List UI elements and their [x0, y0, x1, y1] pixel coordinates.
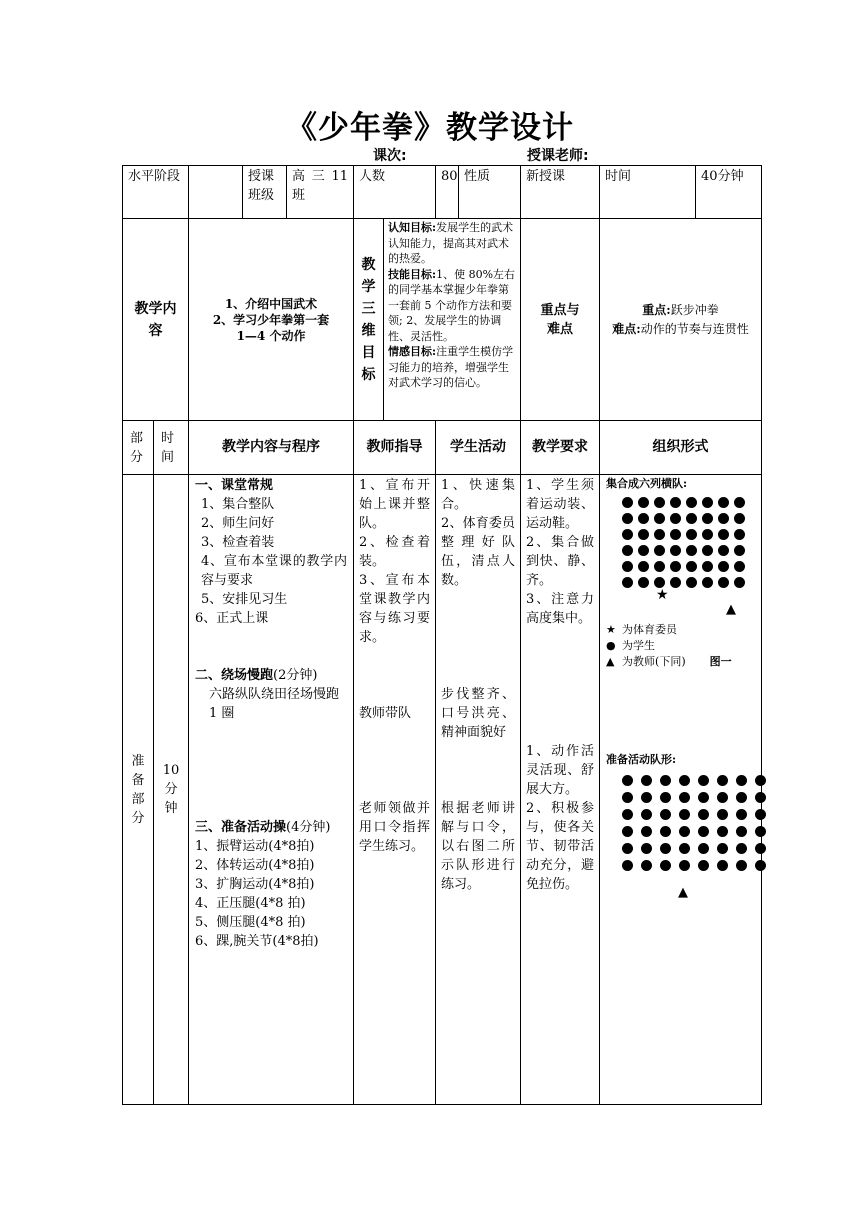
student-dot	[734, 561, 745, 572]
dot-icon: ●	[606, 639, 616, 652]
student-dot	[718, 545, 729, 556]
student-dot	[717, 843, 728, 854]
goal-label: 技能目标:	[388, 267, 437, 281]
goal-text: 注重学生模仿学习能力的培养，增强学生对武术学习的信心。	[388, 345, 514, 389]
student-dot	[679, 775, 690, 786]
student-dot	[717, 860, 728, 871]
section-3-title-line	[195, 818, 347, 837]
legend-text: 为学生	[622, 639, 656, 652]
class-label: 授课班级	[243, 166, 287, 219]
student-dot	[698, 826, 709, 837]
student-exercise: 根据老师讲解与口令，以右图二所示队形进行练习。	[441, 801, 516, 892]
student-dot	[702, 561, 713, 572]
content-line: 2、学习少年拳第一套	[212, 312, 330, 327]
student-dot	[622, 860, 633, 871]
routine-item: 1、集合整队	[201, 497, 275, 512]
student-dot	[755, 792, 766, 803]
student-dot	[717, 775, 728, 786]
student-dot	[622, 826, 633, 837]
student-dot	[641, 860, 652, 871]
student-dot	[660, 792, 671, 803]
student-dot	[717, 809, 728, 820]
student-dot	[698, 860, 709, 871]
student-dot	[702, 529, 713, 540]
routine-item: 6、正式上课	[195, 611, 269, 626]
student-dot	[622, 809, 633, 820]
legend-item	[606, 654, 755, 670]
exercise-item: 4、正压腿(4*8 拍)	[195, 896, 306, 911]
student-dot	[670, 529, 681, 540]
goal-affective	[388, 344, 516, 391]
student-dot	[660, 843, 671, 854]
column-header-row	[123, 421, 762, 475]
goal-text: 发展学生的武术认知能力，提高其对武术的热爱。	[388, 221, 514, 265]
student-dot	[638, 577, 649, 588]
student-dot	[670, 545, 681, 556]
student-dot	[622, 792, 633, 803]
student-dot	[638, 529, 649, 540]
exercise-item: 5、侧压腿(4*8 拍)	[195, 915, 306, 930]
student-dot	[718, 497, 729, 508]
header-requirement: 教学要求	[521, 421, 600, 475]
key-point-label: 重点:	[642, 302, 671, 317]
lesson-number-label: 课次:	[373, 148, 407, 164]
student-dot	[622, 529, 633, 540]
student-dot	[734, 497, 745, 508]
formation-2-markers	[606, 871, 755, 901]
legend-item	[606, 622, 755, 638]
exercise-item: 3、扩胸运动(4*8拍)	[195, 877, 315, 892]
student-dot	[660, 809, 671, 820]
preparation-section-row	[123, 475, 762, 1105]
content-label	[123, 219, 189, 421]
routine-item: 3、检查着装	[201, 535, 275, 550]
lesson-plan-table	[122, 165, 762, 1105]
sports-committee-star-icon: ★	[656, 587, 669, 603]
key-point	[605, 301, 756, 320]
count-label: 人数	[354, 166, 436, 219]
student-dot	[736, 792, 747, 803]
teacher-cell	[354, 475, 436, 1105]
student-dot	[670, 513, 681, 524]
exercise-item: 2、体转运动(4*8拍)	[195, 858, 315, 873]
time-cell: 10分钟	[154, 475, 189, 1105]
student-dot	[734, 513, 745, 524]
teacher-run: 教师带队	[359, 706, 412, 721]
header-time: 时间	[154, 421, 189, 475]
student-dot	[686, 561, 697, 572]
student-dot	[698, 792, 709, 803]
student-dot	[702, 545, 713, 556]
formation-legend	[606, 622, 755, 670]
info-row	[123, 166, 762, 219]
student-dot	[702, 497, 713, 508]
teacher-exercise: 老师领做并用口令指挥学生练习。	[359, 801, 431, 854]
legend-text: 为体育委员	[622, 623, 678, 636]
student-dot	[660, 860, 671, 871]
header-part: 部分	[123, 421, 154, 475]
requirement-item: 3、注意力高度集中。	[526, 592, 595, 626]
student-dot	[736, 775, 747, 786]
student-dot	[679, 792, 690, 803]
part-cell: 准备部分	[123, 475, 154, 1105]
section-3-title: 三、准备活动操	[195, 820, 287, 835]
student-dot	[686, 577, 697, 588]
student-dot	[641, 843, 652, 854]
triangle-icon: ▲	[606, 655, 615, 668]
student-cell	[436, 475, 521, 1105]
student-dot	[734, 529, 745, 540]
student-dot	[622, 497, 633, 508]
type-value: 新授课	[521, 166, 600, 219]
goals-content	[384, 219, 521, 421]
student-dot	[641, 809, 652, 820]
student-item: 2、体育委员整理好队伍，清点人数。	[441, 516, 516, 588]
count-value: 80	[436, 166, 459, 219]
student-dot	[622, 561, 633, 572]
content-label-text: 教学内容	[134, 300, 177, 339]
student-dot	[686, 545, 697, 556]
student-dot	[660, 826, 671, 837]
content-lines	[189, 219, 354, 421]
student-dot	[670, 561, 681, 572]
section-3-duration: (4分钟)	[286, 820, 331, 835]
formation-1-grid	[622, 497, 755, 588]
student-dot	[622, 577, 633, 588]
goals-row	[123, 219, 762, 421]
student-item: 1、快速集合。	[441, 478, 516, 512]
header-teacher: 教师指导	[354, 421, 436, 475]
time-label: 时间	[600, 166, 696, 219]
organization-cell	[600, 475, 762, 1105]
student-dot	[638, 545, 649, 556]
goal-text: 1、使 80%左右的同学基本掌握少年拳第一套前 5 个动作方法和要领; 2、发展学生的协调性、灵活性。	[388, 267, 516, 343]
student-dot	[654, 529, 665, 540]
requirement-exercise-item: 2、积极参与，使各关节、韧带活动充分，避免拉伤。	[526, 801, 595, 892]
student-dot	[622, 545, 633, 556]
star-icon: ★	[606, 623, 616, 636]
header-organization: 组织形式	[600, 421, 762, 475]
requirement-cell	[521, 475, 600, 1105]
goals-label	[354, 219, 384, 421]
student-dot	[698, 809, 709, 820]
student-dot	[736, 860, 747, 871]
key-label: 重点与难点	[521, 219, 600, 421]
student-dot	[638, 497, 649, 508]
student-dot	[622, 843, 633, 854]
content-line: 1—4 个动作	[236, 328, 306, 343]
formation-2-grid	[622, 775, 755, 871]
student-dot	[718, 513, 729, 524]
student-dot	[718, 577, 729, 588]
difficulty-text: 动作的节奏与连贯性	[640, 321, 749, 336]
student-dot	[641, 792, 652, 803]
student-dot	[734, 577, 745, 588]
difficulty	[605, 320, 756, 339]
requirement-exercise-item: 1、动作活灵活现、舒展大方。	[526, 744, 595, 797]
goal-label: 认知目标:	[388, 221, 437, 234]
student-dot	[698, 843, 709, 854]
student-dot	[622, 775, 633, 786]
section-2-title-line	[195, 666, 347, 685]
teacher-triangle-icon: ▲	[726, 602, 737, 617]
student-dot	[702, 577, 713, 588]
figure-1-label: 图一	[709, 655, 732, 668]
student-dot	[755, 775, 766, 786]
student-dot	[734, 545, 745, 556]
student-dot	[736, 809, 747, 820]
student-run: 步伐整齐、口号洪亮、精神面貌好	[441, 687, 516, 740]
student-dot	[622, 513, 633, 524]
student-dot	[755, 826, 766, 837]
student-dot	[670, 497, 681, 508]
teacher-item: 3、宣布本堂课教学内容与练习要求。	[359, 573, 431, 645]
content-cell	[189, 475, 354, 1105]
routine-item: 2、师生问好	[201, 516, 275, 531]
student-dot	[654, 545, 665, 556]
student-dot	[638, 561, 649, 572]
student-dot	[718, 529, 729, 540]
content-line: 1、介绍中国武术	[224, 296, 318, 311]
key-points	[600, 219, 762, 421]
student-dot	[718, 561, 729, 572]
student-dot	[679, 860, 690, 871]
requirement-item: 1、学生须着运动装、运动鞋。	[526, 478, 595, 531]
student-dot	[686, 513, 697, 524]
student-dot	[686, 497, 697, 508]
student-dot	[654, 561, 665, 572]
student-dot	[736, 826, 747, 837]
level-value	[189, 166, 243, 219]
teacher-item: 2、检查着装。	[359, 535, 431, 569]
routine-item: 4、宣布本堂课的教学内容与要求	[201, 554, 348, 588]
class-value: 高 三 11 班	[287, 166, 354, 219]
teacher-name-label: 授课老师:	[527, 148, 589, 164]
level-label: 水平阶段	[123, 166, 189, 219]
student-dot	[755, 843, 766, 854]
student-dot	[654, 497, 665, 508]
student-dot	[679, 809, 690, 820]
goal-label: 情感目标:	[388, 345, 437, 358]
teacher-triangle-icon: ▲	[678, 885, 689, 900]
formation-2-title: 准备活动队形:	[606, 753, 677, 766]
section-2-duration: (2分钟)	[273, 668, 318, 683]
teacher-item: 1、宣布开始上课并整队。	[359, 478, 431, 531]
goal-skill	[388, 267, 516, 345]
student-dot	[679, 826, 690, 837]
exercise-item: 6、踝,腕关节(4*8拍)	[195, 934, 319, 949]
requirement-item: 2、集合做到快、静、齐。	[526, 535, 595, 588]
student-dot	[641, 775, 652, 786]
goals-label-text: 教学三维目标	[361, 256, 376, 383]
student-dot	[755, 860, 766, 871]
student-dot	[641, 826, 652, 837]
header-student: 学生活动	[436, 421, 521, 475]
student-dot	[698, 775, 709, 786]
student-dot	[755, 809, 766, 820]
section-2-title: 二、绕场慢跑	[195, 668, 274, 683]
student-dot	[717, 826, 728, 837]
formation-1-title: 集合成六列横队:	[606, 477, 688, 490]
type-label: 性质	[459, 166, 521, 219]
key-point-text: 跃步冲拳	[670, 302, 719, 317]
formation-1-markers	[606, 588, 755, 622]
student-dot	[736, 843, 747, 854]
student-dot	[702, 513, 713, 524]
difficulty-label: 难点:	[612, 321, 641, 336]
student-dot	[638, 513, 649, 524]
legend-item	[606, 638, 755, 654]
goal-cognitive	[388, 220, 516, 267]
routine-item: 5、安排见习生	[201, 592, 288, 607]
section-1-title: 一、课堂常规	[195, 478, 274, 493]
time-value: 40分钟	[696, 166, 762, 219]
jog-text: 六路纵队绕田径场慢跑 1 圈	[209, 687, 340, 721]
student-dot	[670, 577, 681, 588]
student-dot	[660, 775, 671, 786]
legend-text: 为教师(下同)	[622, 655, 686, 668]
student-dot	[679, 843, 690, 854]
header-content: 教学内容与程序	[189, 421, 354, 475]
student-dot	[686, 529, 697, 540]
student-dot	[717, 792, 728, 803]
document-title: 《少年拳》教学设计	[286, 110, 574, 146]
student-dot	[654, 513, 665, 524]
exercise-item: 1、振臂运动(4*8拍)	[195, 839, 315, 854]
